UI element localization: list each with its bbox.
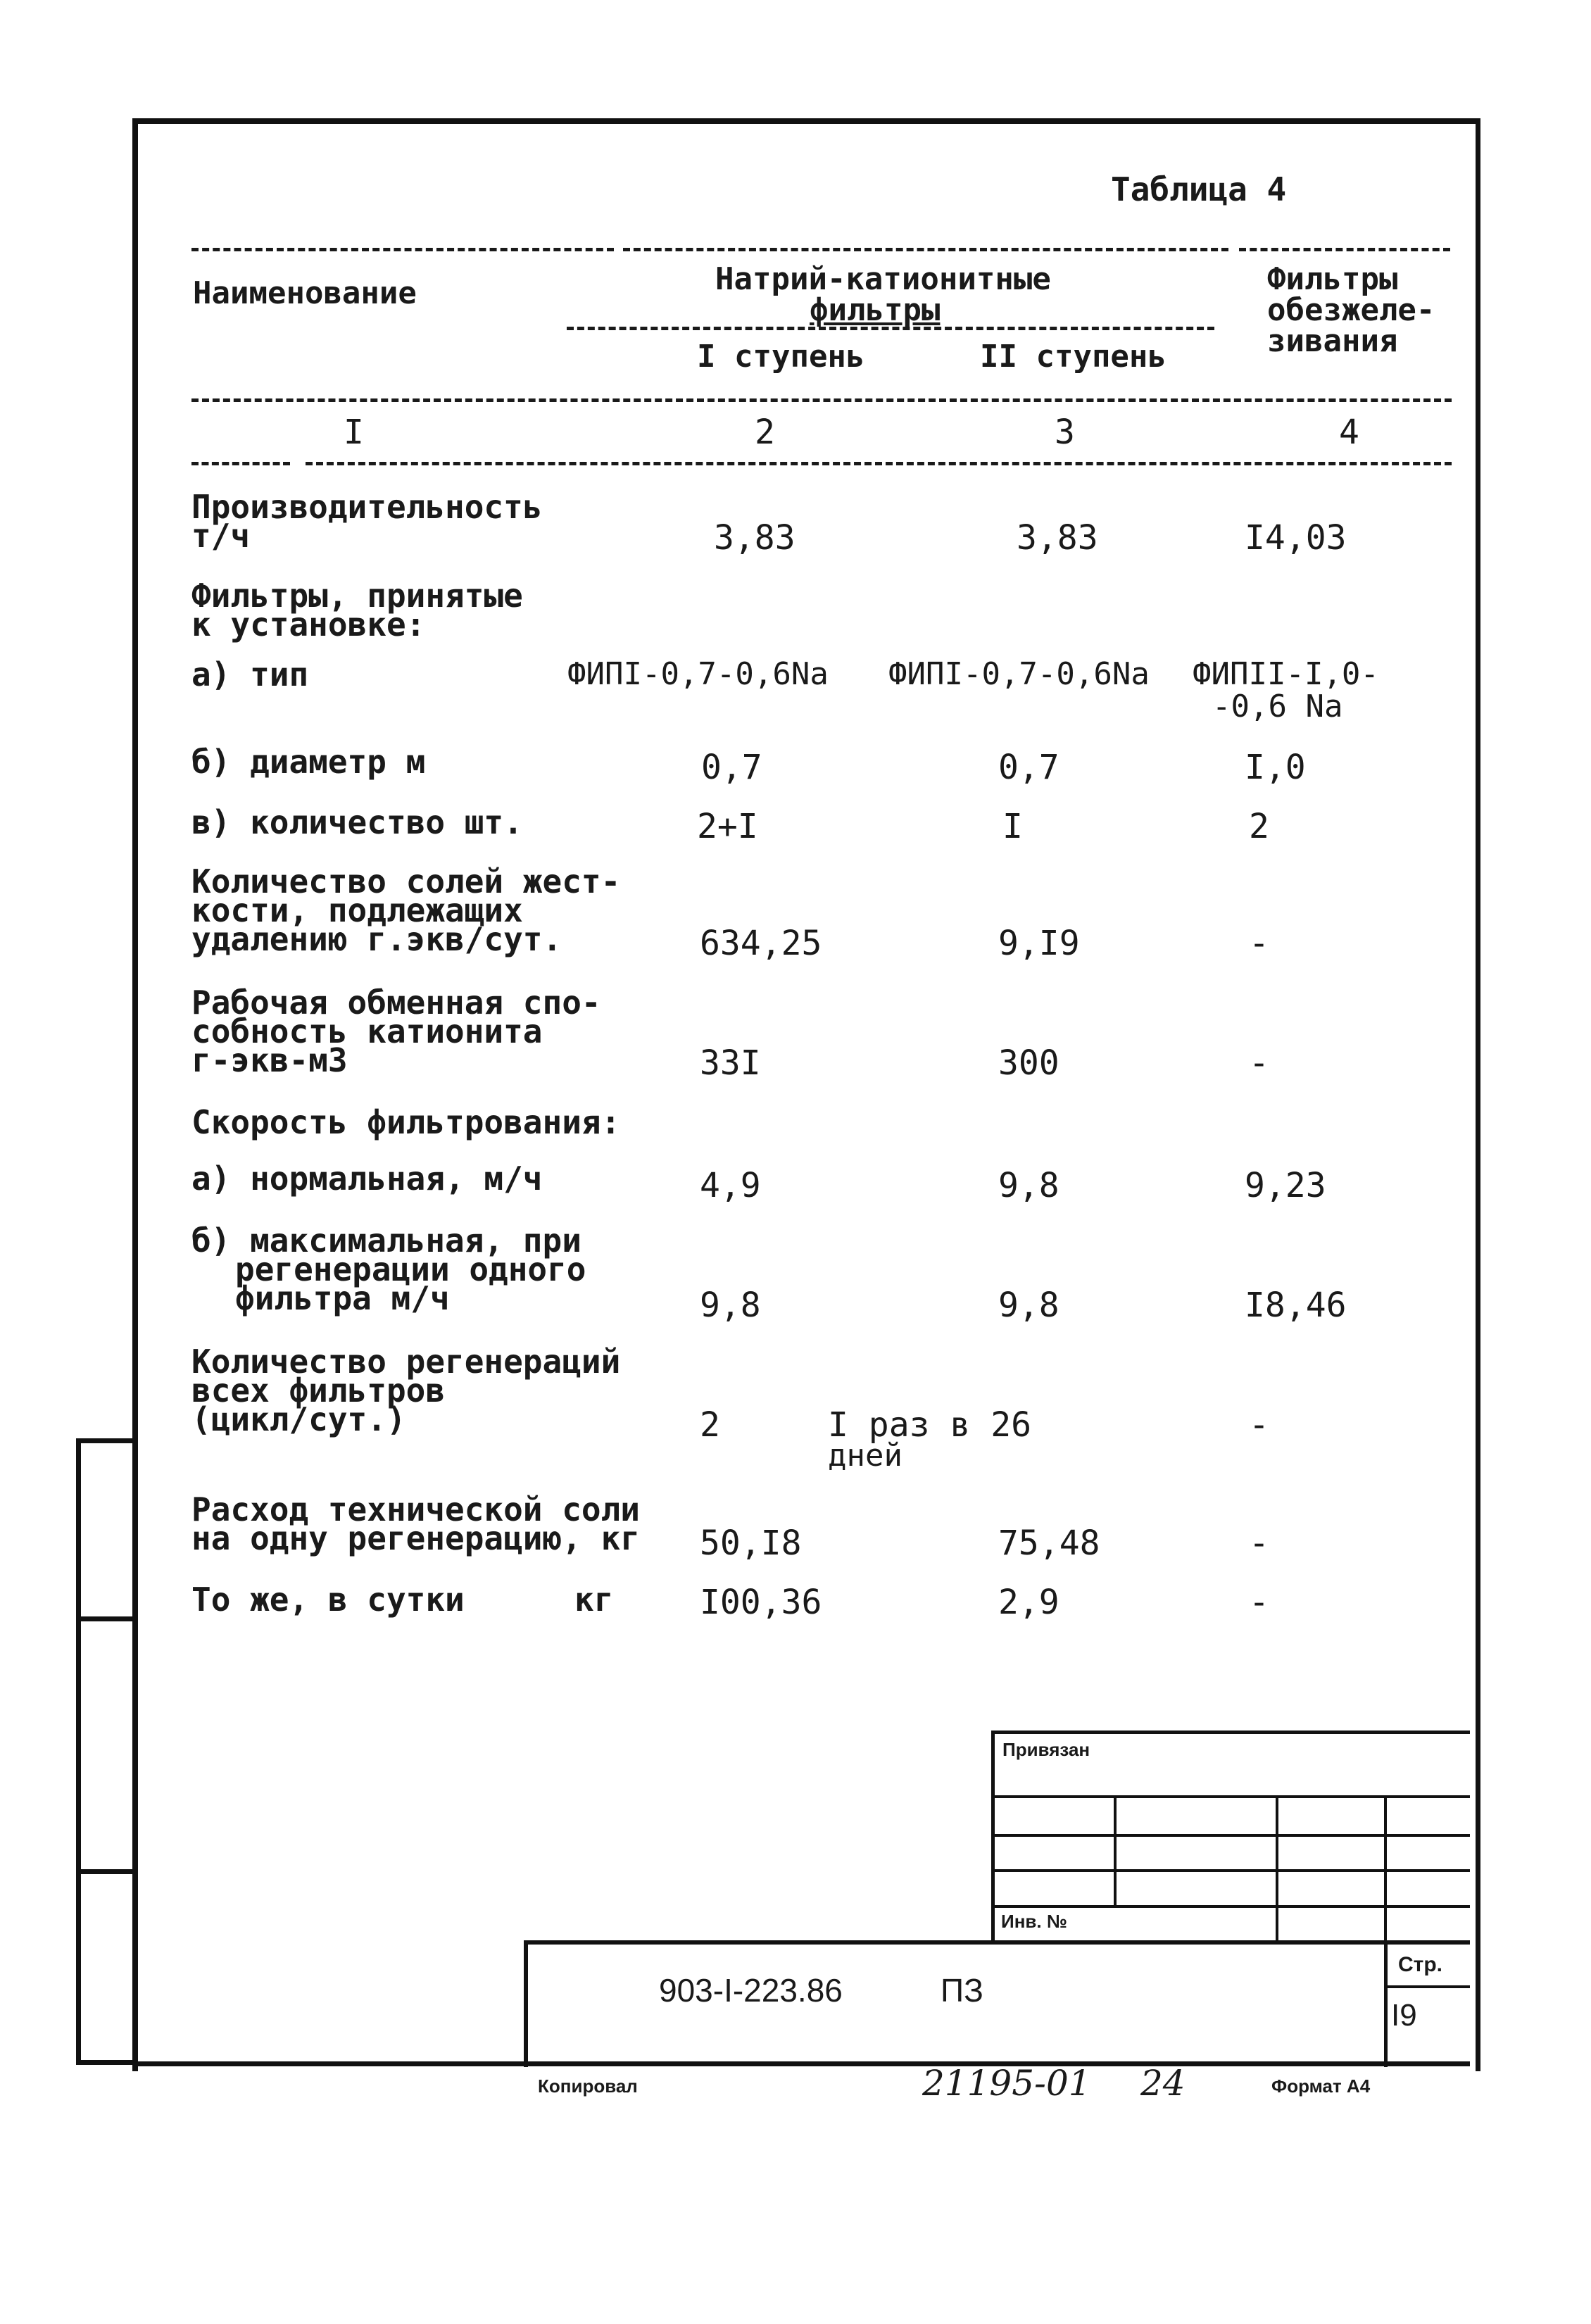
col-number-rule: [191, 462, 290, 465]
col-number-2: 2: [755, 413, 775, 452]
header-name: Наименование: [193, 275, 417, 311]
binding-strip-line: [76, 1869, 132, 1874]
row-label: Количество регенераций: [191, 1343, 621, 1381]
cell-value: 33I: [700, 1043, 761, 1083]
cell-value: I,0: [1245, 748, 1306, 787]
cell-value: 634,25: [700, 924, 822, 963]
row-label: а) тип: [191, 655, 309, 693]
cell-value: I8,46: [1245, 1286, 1347, 1325]
cell-value: 75,48: [998, 1524, 1100, 1563]
col-number-1: I: [344, 413, 364, 452]
header-stage-2: II ступень: [980, 339, 1166, 375]
header-group-rule: [567, 327, 1214, 330]
header-bottom-rule: [191, 398, 1452, 402]
row-label: кости, подлежащих: [191, 891, 523, 929]
header-sodium-group: Натрий-катионитные: [715, 261, 1051, 297]
binding-strip-line: [76, 2060, 132, 2065]
row-label: Количество солей жест-: [191, 862, 621, 900]
row-label: То же, в сутки: [191, 1581, 465, 1619]
cell-value: 2+I: [697, 807, 758, 846]
row-label: удалению г.экв/сут.: [191, 920, 562, 958]
cell-value: I00,36: [700, 1583, 822, 1622]
row-label: Фильтры, принятые: [191, 577, 523, 615]
format-label: Формат А4: [1271, 2075, 1371, 2097]
cell-value: -0,6 Na: [1212, 689, 1343, 724]
row-label: т/ч: [191, 517, 251, 555]
handwritten-number: 21195-01: [922, 2063, 1091, 2104]
cell-value: 2: [700, 1405, 720, 1445]
stamp-inv-no: Инв. №: [1001, 1911, 1067, 1932]
cell-value: 300: [998, 1043, 1059, 1083]
cell-value: 9,8: [998, 1166, 1059, 1205]
cell-value: 2: [1249, 807, 1269, 846]
binding-strip-line: [76, 1438, 132, 1443]
header-top-rule: [191, 248, 614, 251]
row-label: регенерации одного: [235, 1250, 586, 1288]
cell-value: 9,I9: [998, 924, 1080, 963]
page-number: I9: [1391, 1998, 1417, 2033]
header-iron-1: Фильтры: [1267, 261, 1398, 297]
cell-value: I: [1002, 807, 1023, 846]
handwritten-sheet: 24: [1140, 2063, 1186, 2104]
doc-type: ПЗ: [941, 1972, 983, 2009]
cell-value: -: [1249, 1583, 1269, 1622]
cell-value: 4,9: [700, 1166, 761, 1205]
row-label: Расход технической соли: [191, 1490, 640, 1528]
row-label: а) нормальная, м/ч: [191, 1160, 543, 1198]
cell-value: I4,03: [1245, 518, 1347, 558]
header-iron-3: зивания: [1267, 323, 1398, 359]
cell-value: 3,83: [1017, 518, 1098, 558]
cell-value: дней: [828, 1438, 903, 1474]
binding-strip-line: [76, 1616, 132, 1621]
cell-value: ФИПI-0,7-0,6Na: [567, 656, 829, 692]
cell-value: I раз в 26: [828, 1405, 1031, 1445]
stamp-privyazan: Привязан: [1002, 1739, 1090, 1760]
row-label: собность катионита: [191, 1012, 543, 1050]
col-number-rule: [306, 462, 1452, 465]
cell-value: 50,I8: [700, 1524, 802, 1563]
cell-value: -: [1249, 1043, 1269, 1083]
page-label: Стр.: [1398, 1953, 1443, 1976]
cell-value: -: [1249, 924, 1269, 963]
cell-value: 9,8: [700, 1286, 761, 1325]
row-label: Скорость фильтрования:: [191, 1103, 621, 1141]
col-number-4: 4: [1339, 413, 1359, 452]
row-label: б) диаметр м: [191, 743, 426, 781]
row-label: Производительность: [191, 488, 543, 526]
doc-code: 903-I-223.86: [659, 1972, 843, 2009]
binding-strip-edge: [76, 1438, 81, 2065]
row-label: фильтра м/ч: [235, 1279, 450, 1317]
header-top-rule: [1239, 248, 1450, 251]
cell-value: 9,23: [1245, 1166, 1326, 1205]
cell-value: -: [1249, 1524, 1269, 1563]
copied-by: Копировал: [538, 2075, 638, 2097]
header-top-rule: [623, 248, 1228, 251]
header-sodium-group-2: фильтры: [810, 292, 941, 328]
row-label: на одну регенерацию, кг: [191, 1519, 640, 1557]
row-label: Рабочая обменная спо-: [191, 984, 601, 1022]
row-label-unit: кг: [574, 1581, 614, 1619]
cell-value: ФИПII-I,0-: [1193, 656, 1379, 692]
row-label: (цикл/сут.): [191, 1400, 406, 1438]
table-title: Таблица 4: [1111, 170, 1287, 208]
cell-value: 2,9: [998, 1583, 1059, 1622]
cell-value: ФИПI-0,7-0,6Na: [888, 656, 1150, 692]
cell-value: 9,8: [998, 1286, 1059, 1325]
col-number-3: 3: [1055, 413, 1075, 452]
row-label: всех фильтров: [191, 1371, 446, 1409]
page-frame: [132, 118, 1480, 2071]
cell-value: 3,83: [714, 518, 796, 558]
cell-value: 0,7: [701, 748, 762, 787]
row-label: б) максимальная, при: [191, 1221, 581, 1260]
cell-value: -: [1249, 1405, 1269, 1445]
row-label: к установке:: [191, 605, 426, 643]
header-iron-2: обезжеле-: [1267, 292, 1435, 328]
row-label: г-экв-м3: [191, 1041, 348, 1079]
header-stage-1: I ступень: [697, 339, 865, 375]
row-label: в) количество шт.: [191, 803, 523, 841]
cell-value: 0,7: [998, 748, 1059, 787]
